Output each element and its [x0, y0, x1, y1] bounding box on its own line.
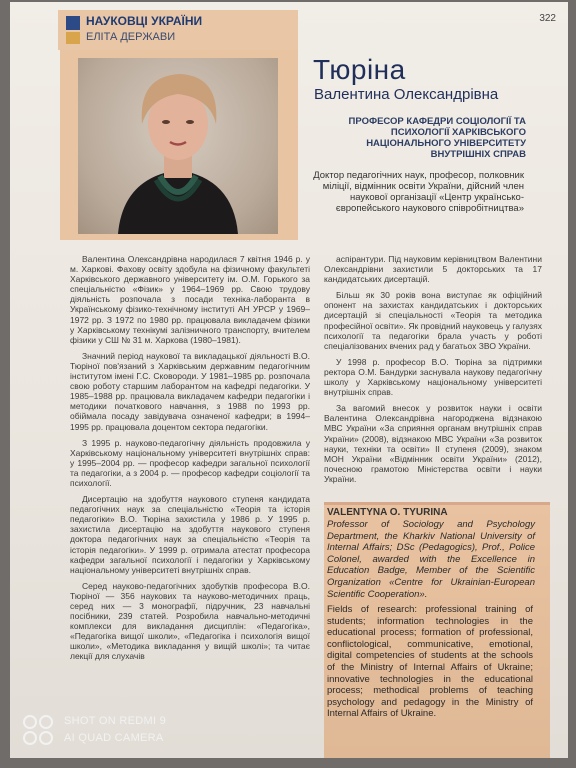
bio-column-right [324, 254, 542, 494]
english-name: VALENTYNA O. TYURINA [327, 507, 448, 518]
bio-paragraph: Більш як 30 років вона виступає як офіційний опонент на захистах кандидатських і докторських дисертацій зі спеціальності «Теорія та методика професійної освіти». Як провідний науковець у галузях психології та педагогіки брала участь у роботі спеціалізованих вчених рад у багатьох ЗВО України. [324, 290, 542, 351]
english-fields: Fields of research: professional training of students; information technologies in the educational process; formation of professional, conflictological, communicative, emotional, digital competencies of students at the schools of the Ministry of Internal Affairs of Ukraine; innovative technologies in the educational process; methodical problems of teaching psychology and pedagogy in the Ministry of Internal Affairs of Ukraine. [327, 604, 533, 720]
bio-paragraph: З 1995 р. науково-педагогічну діяльність продовжила у Харківському національному університеті внутрішніх справ: у 1995–2004 рр. — професор кафедри загальної психології та педагогіки, а з 2004 р. — професор кафедри соціології та психології. [70, 437, 310, 488]
person-surname: Тюріна [313, 54, 406, 85]
portrait-photo [78, 58, 278, 234]
camera-logo-icon [22, 714, 58, 746]
person-position: ПРОФЕСОР КАФЕДРИ СОЦІОЛОГІЇ ТА ПСИХОЛОГІЇ ХАРКІВСЬКОГО НАЦІОНАЛЬНОГО УНІВЕРСИТЕТУ ВНУТРІШНІХ СПРАВ [348, 116, 526, 160]
header-subtitle: ЕЛІТА ДЕРЖАВИ [86, 31, 176, 43]
bio-paragraph: Валентина Олександрівна народилася 7 квітня 1946 р. у м. Харкові. Фахову освіту здобула на фізичному факультеті Харківського державного університету ім. О.М. Горького за спеціальністю «Фізик» у 1964–1969 рр. Свою трудову діяльність розпочала з посади техніка-лаборанта в Українському фізико-технічному інституті АН УРСР у 1969–1972 рр. З 1972 по 1980 рр. працювала викладачем фізики у Харківському технікумі залізничного транспорту, вчителем фізики у СШ № 31 м. Харкова (1980–1981). [70, 254, 310, 345]
bio-paragraph: Дисертацію на здобуття наукового ступеня кандидата педагогічних наук за спеціальністю «Теорія та історія педагогіки» В.О. Тюріна захистила у 1986 р. У 1995 р. захистила дисертацію на здобуття наукового ступеня доктора педагогічних наук за спеціальністю «Теорія та історія педагогіки». У 1999 р. отримала атестат професора кафедри загальної психології і педагогіки у Харківському національному університеті внутрішніх справ. [70, 494, 310, 575]
portrait-illustration [78, 58, 278, 234]
person-name: Валентина Олександрівна [314, 86, 499, 103]
bio-paragraph: У 1998 р. професор В.О. Тюріна за підтримки ректора О.М. Бандурки заснувала наукову педагогічну школу у Харківському національному університеті внутрішніх справ. [324, 356, 542, 398]
header-title: НАУКОВЦІ УКРАЇНИ [86, 14, 203, 28]
bio-paragraph: За вагомий внесок у розвиток науки і освіти Валентина Олександрівна нагороджена відзнакою МВС України «За сприяння органам внутрішніх справ України» (2008), відзнакою МВС України «За розвиток науки, техніки та освіти» II ступеня (2009), знаком МОН України «Відмінник освіти України» (2012), почесною грамотою Міністерства освіти і науки України. [324, 403, 542, 484]
page-number: 322 [539, 13, 556, 24]
bio-paragraph: Серед науково-педагогічних здобутків професора В.О. Тюріної — 356 наукових та науково-методичних праць, серед них — 3 монографії, підручник, 23 навчальні посібники, 239 статей. Розробила навчально-методичні комплекси для викладання дисциплін: «Педагогіка», «Педагогіка вищої школи», «Педагогіка і психологія вищої школи», «Методика викладання у вищій школі»; та читає лекції для слухачів [70, 580, 310, 662]
bio-paragraph: Значний період наукової та викладацької діяльності В.О. Тюріної пов'язаний з Харківським державним педагогічним інститутом імені Г.С. Сковороди. У 1981–1985 рр. розпочала свою роботу старшим лаборантом на кафедрі педагогіки. У 1985–1988 рр. працювала викладачем кафедри педагогіки і методики початкового навчання, з 1988 по 1993 рр. обіймала посаду завідувача означеної кафедри; в 1994–1995 рр. працювала доцентом сектора педагогіки. [70, 350, 310, 432]
header-square-gold [66, 32, 80, 44]
english-position: Professor of Sociology and Psychology Department, the Kharkiv National University of Internal Affairs; DSc (Pedagogics), Prof., Police Colonel, awarded with the Excellence in Education Badge, Member of the Scientific Organization «Centre for Ukrainian-European Scientific Cooperation». [327, 519, 535, 600]
bio-column-left [70, 254, 310, 758]
header-square-blue [66, 16, 80, 30]
bio-paragraph: аспірантури. Під науковим керівництвом Валентини Олександрівни захистили 5 докторських та 17 кандидатських дисертацій. [324, 254, 542, 285]
camera-watermark-line1: SHOT ON REDMI 9 [64, 715, 167, 727]
camera-watermark-line2: AI QUAD CAMERA [64, 732, 164, 744]
person-degrees: Доктор педагогічних наук, професор, полковник міліції, відмінник освіти України, дійсний член наукової організації «Центр українсько-європейського наукового співробітництва» [313, 170, 524, 214]
